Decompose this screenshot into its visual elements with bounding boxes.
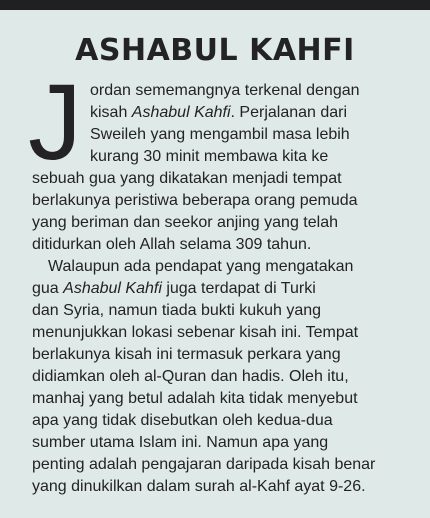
text-fragment: . Perjalanan dari <box>230 104 348 121</box>
paragraph-2-line-10: penting adalah pengajaran daripada kisah benar <box>32 456 376 473</box>
article-title: ASHABUL KAHFI <box>75 33 355 68</box>
paragraph-2-line-3: dan Syria, namun tiada bukti kukuh yang <box>32 302 322 319</box>
paragraph-2-line-6: didiamkan oleh al-Quran dan hadis. Oleh itu, <box>32 368 349 385</box>
paragraph-1-line-6: berlakunya peristiwa beberapa orang pemuda <box>32 192 358 209</box>
paragraph-1-line-4: kurang 30 minit membawa kita ke <box>90 148 329 165</box>
paragraph-2-line-4: menunjukkan lokasi sebenar kisah ini. Tempat <box>32 324 359 341</box>
italic-title-fragment: Ashabul Kahfi <box>63 280 162 297</box>
paragraph-2-line-5: berlakunya kisah ini termasuk perkara yang <box>32 346 341 363</box>
paragraph-1-line-8: ditidurkan oleh Allah selama 309 tahun. <box>32 236 312 253</box>
paragraph-2-line-1: Walaupun ada pendapat yang mengatakan <box>48 258 354 275</box>
italic-title-fragment: Ashabul Kahfi <box>131 104 231 121</box>
paragraph-2-line-8: apa yang tidak disebutkan oleh kedua-dua <box>32 412 333 429</box>
article <box>0 10 430 518</box>
paragraph-2-line-2 <box>32 278 316 300</box>
paragraph-2-line-11: yang dinukilkan dalam surah al-Kahf ayat 9-26. <box>32 478 366 495</box>
top-rule <box>0 0 430 10</box>
text-fragment: juga terdapat di Turki <box>161 280 316 297</box>
text-fragment: kisah <box>90 104 132 121</box>
paragraph-1-line-7: yang beriman dan seekor anjing yang telah <box>32 214 338 231</box>
paragraph-1-line-5: sebuah gua yang dikatakan menjadi tempat <box>32 170 342 187</box>
drop-cap: J <box>28 61 82 182</box>
paragraph-1-line-2 <box>90 102 347 124</box>
paragraph-2-line-7: manhaj yang betul adalah kita tidak menyebut <box>32 390 358 407</box>
paragraph-1-line-3: Sweileh yang mengambil masa lebih <box>90 126 350 143</box>
paragraph-2-line-9: sumber utama Islam ini. Namun apa yang <box>32 434 329 451</box>
text-fragment: gua <box>32 280 64 297</box>
paragraph-1-line-1: ordan sememangnya terkenal dengan <box>90 82 360 99</box>
